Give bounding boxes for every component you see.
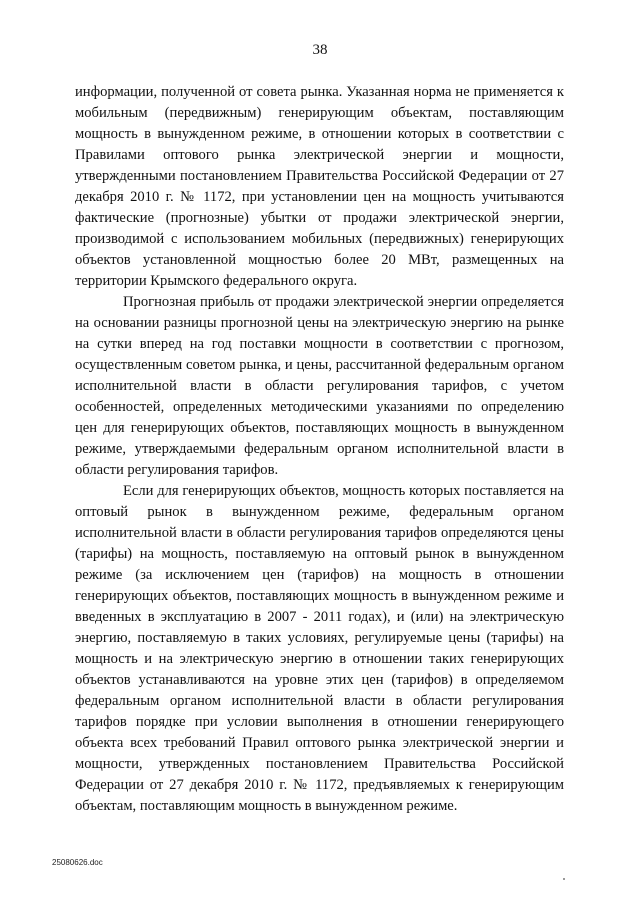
paragraph-continuation: информации, полученной от совета рынка. Указанная норма не применяется к мобильным (передвижным) генерирующим объектам, поставляющим мощность в вынужденном режиме, в отношении которых в соответствии с Правилами оптового рынка электрической энергии и мощности, утвержденными постановлением Правительства Российской Федерации от 27 декабря 2010 г. № 1172, при установлении цен на мощность учитываются фактические (прогнозные) убытки от продажи электрической энергии, производимой с использованием мобильных (передвижных) генерирующих объектов установленной мощностью более 20 МВт, размещенных на территории Крымского федерального округа. <box>75 84 564 289</box>
document-filename: 25080626.doc <box>52 858 103 867</box>
page-number: 38 <box>312 42 328 58</box>
paragraph-forecast-profit: Прогнозная прибыль от продажи электрической энергии определяется на основании разницы прогнозной цены на электрическую энергию на рынке на сутки вперед на год поставки мощности в соответствии с прогнозом, осуществленным советом рынка, и цены, рассчитанной федеральным органом исполнительной власти в области регулирования тарифов, с учетом особенностей, определенных методическими указаниями по определению цен для генерирующих объектов, поставляющих мощность в вынужденном режиме, утверждаемыми федеральным органом исполнительной власти в области регулирования тарифов. <box>75 294 564 478</box>
document-body <box>75 82 564 817</box>
scan-mark <box>563 878 565 880</box>
paragraph-regulated-prices: Если для генерирующих объектов, мощность которых поставляется на оптовый рынок в вынужденном режиме, федеральным органом исполнительной власти в области регулирования тарифов определяются цены (тарифы) на мощность, поставляемую на оптовый рынок в вынужденном режиме (за исключением цен (тарифов) на мощность в отношении генерирующих объектов, поставляющих мощность в вынужденном режиме и введенных в эксплуатацию в 2007 - 2011 годах), и (или) на электрическую энергию, поставляемую в таких условиях, регулируемые цены (тарифы) на мощность и на электрическую энергию в отношении таких генерирующих объектов устанавливаются на уровне этих цен (тарифов) в определяемом федеральным органом исполнительной власти в области регулирования тарифов порядке при условии выполнения в отношении генерирующего объекта всех требований Правил оптового рынка электрической энергии и мощности, утвержденных постановлением Правительства Российской Федерации от 27 декабря 2010 г. № 1172, предъявляемых к генерирующим объектам, поставляющим мощность в вынужденном режиме. <box>75 483 564 814</box>
